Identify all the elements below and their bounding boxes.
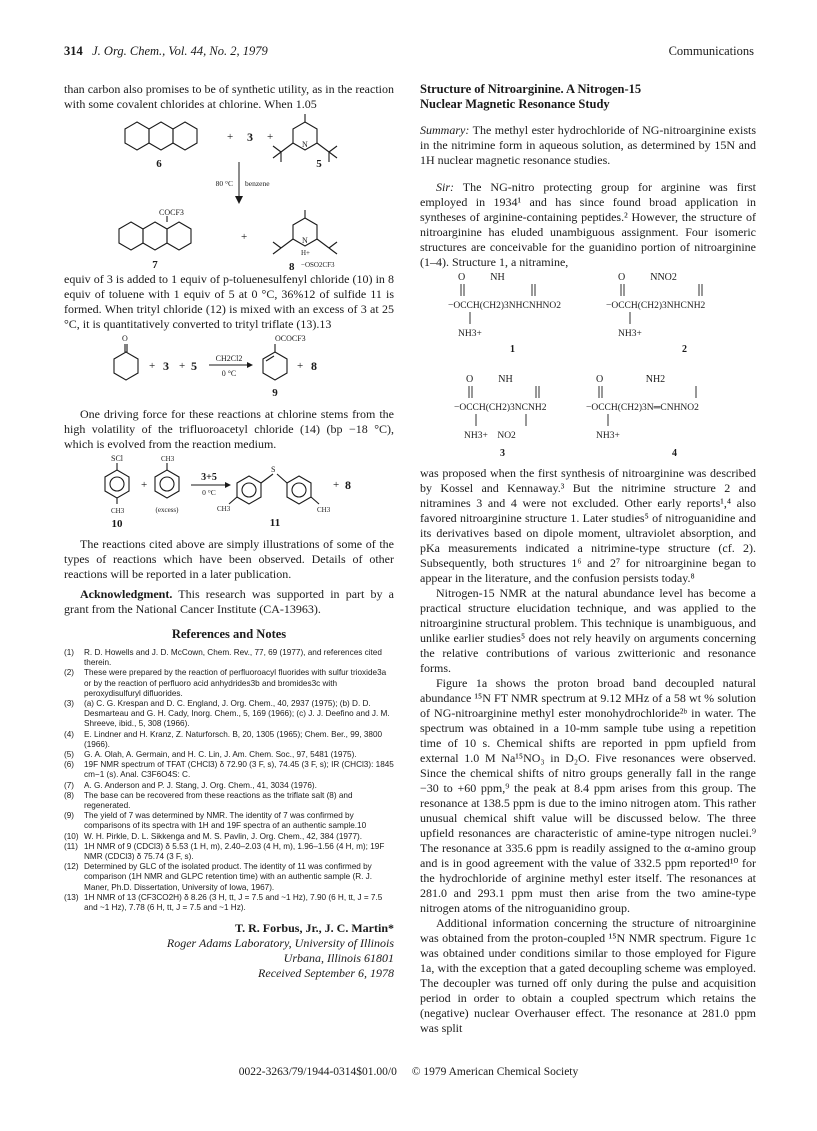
reagent-3: 3 <box>247 130 253 144</box>
left-column <box>64 82 394 981</box>
methyl-label: CH3 <box>111 507 125 515</box>
base-5: 5 <box>191 359 197 373</box>
reference-item: (3) (a) C. G. Krespan and D. C. England, J. Org. Chem., 40, 2937 (1975); (b) D. D. Desmarteau and G. H. Cady, Inorg. Chem., 5, 169 (1966); (c) J. J. Deefino and J. M. Shreeve, ibid., 5, 308 (1966). <box>64 699 390 729</box>
structure-3-top: O NH <box>466 374 513 385</box>
anthryl-ketone-structure <box>119 216 191 250</box>
structure-label-2: 2 <box>682 344 687 355</box>
acknowledgment-text: This research was supported in part by a grant from the National Cancer Institute (CA-13963). <box>64 587 394 616</box>
structure-2-chain: −OCCH(CH2)3NHCNH2 <box>606 301 706 311</box>
paragraph: Figure 1a shows the proton broad band decoupled natural abundance ¹⁵N FT NMR spectrum at 9.12 MHz of a 58 wt % solution of NG-nitroarginine methyl ester monohydrochloride²ᵇ in water. The spectrum was obtained in a 10-mm sample tube using a repetition time of 10 s. Chemical shifts are reported in ppm upfield from external 1.0 M Na¹⁵NO₃ in D₂O. Five resonances were observed. Since the chemical shifts of nitro groups generally fall in the range −30 to +60 ppm,⁹ the peak at 8.4 ppm arises from this group. The resonance at 138.5 ppm is due to the imino nitrogen atom. This rather unusual chemical shift value will be discussed below. The three upfield resonances are characteristic of amine-type nitrogen nuclei.⁹ The resonance at 335.6 ppm is readily assigned to the α-amino group and is in good agreement with the value of 332.5 ppm reported¹⁰ for the hydrochloride of arginine methyl ester itself. The resonances at 281.0 and 293.1 ppm must then arise from the two amine-type nitrogen atoms of the nitroguanidino group. <box>420 676 756 915</box>
plus-sign: + <box>149 360 156 372</box>
reference-item: (5) G. A. Olah, A. Germain, and H. C. Lin, J. Am. Chem. Soc., 97, 5481 (1975). <box>64 750 357 760</box>
structure-2-amine: NH3+ <box>618 329 642 339</box>
compound-label-9: 9 <box>272 387 278 399</box>
sulfur-atom: S <box>271 465 276 474</box>
proton-label: H+ <box>301 249 311 257</box>
triflate-anion: −OSO2CF3 <box>301 261 335 269</box>
structure-4-top: O NH2 <box>596 374 666 385</box>
journal-citation: J. Org. Chem., Vol. 44, No. 2, 1979 <box>92 44 268 58</box>
pyridinium-salt-structure <box>273 210 337 254</box>
paragraph <box>420 180 756 270</box>
acknowledgment-label: Acknowledgment. <box>80 587 173 601</box>
plus-sign: + <box>333 479 340 491</box>
running-header <box>64 44 754 59</box>
reaction-scheme-1 <box>79 112 379 272</box>
received-date: Received September 6, 1978 <box>258 966 394 981</box>
page-footer <box>0 1066 817 1078</box>
reference-item: (7) A. G. Anderson and P. J. Stang, J. Org. Chem., 41, 3034 (1976). <box>64 780 317 790</box>
reference-item: (4) E. Lindner and H. Kranz, Z. Naturforsch. B, 20, 1305 (1965); Chem. Ber., 99, 3800 (1966). <box>64 729 383 749</box>
toluenesulfenyl-structure <box>105 463 129 504</box>
paragraph: The reactions cited above are simply illustrations of some of the types of reactions which have been observed. Details of other reactions will be reported in a later publication. <box>64 537 394 581</box>
structure-label-4: 4 <box>672 448 677 459</box>
reaction-scheme-2 <box>79 332 379 402</box>
substituent-cocf3: COCF3 <box>159 208 184 217</box>
pyridine-base-structure <box>273 114 337 162</box>
reference-item: (11) 1H NMR of 9 (CDCl3) δ 5.53 (1 H, m), 2.40–2.03 (4 H, m), 1.96–1.56 (4 H, m); 19F NMR (CDCl3) δ 75.74 (3 F, s). <box>64 841 385 862</box>
summary-label: Summary: <box>420 123 470 137</box>
vinyl-ester-structure <box>263 344 287 380</box>
structure-3-substituents: NH3+ NO2 <box>464 431 516 441</box>
toluene-structure <box>155 463 179 498</box>
sulfide-structure <box>229 474 319 504</box>
acknowledgment <box>64 587 394 617</box>
cyclohexanone-structure <box>114 344 138 380</box>
structure-label-3: 3 <box>500 448 505 459</box>
article-code: 0022-3263/79/1944-0314$01.00/0 <box>238 1066 397 1078</box>
condition-solvent: benzene <box>245 179 270 188</box>
structure-2-top: O NNO2 <box>618 272 677 283</box>
arrowhead <box>225 482 231 488</box>
structure-label-1: 1 <box>510 344 515 355</box>
summary-text: The methyl ester hydrochloride of NG-nitroarginine exists in the nitrimine form in aqueous solution, as determined by 15N and 1H nuclear magnetic resonance studies. <box>420 123 756 167</box>
author-block <box>64 921 394 981</box>
compound-label-10: 10 <box>111 518 123 530</box>
article-title: Nuclear Magnetic Resonance Study <box>420 97 610 111</box>
compound-label-5: 5 <box>316 158 322 170</box>
methyl-label: CH3 <box>161 455 175 463</box>
paragraph: was proposed when the first synthesis of nitroarginine was described by Kossel and Kennaway.³ But the nitrimine structure 2 and nitramines 3 and 4 were not excluded. Other early reports¹,⁴ also favored nitroarginine structure 1. Later studies⁵ of nitroguanidine and its derivatives based on dipole moment, ultraviolet absorption, and pKa measurements indicated a nitrimine-type structure (cf. 2). Subsequently, both structures 1⁶ and 2⁷ for nitroarginine began to appear in the literature, and the confusion persists today.⁸ <box>420 466 756 585</box>
structure-3-chain: −OCCH(CH2)3NCNH2 <box>454 403 547 413</box>
byproduct-8: 8 <box>311 359 317 373</box>
carbonyl-oxygen: O <box>122 334 128 343</box>
reagent-3: 3 <box>163 359 169 373</box>
byproduct-8: 8 <box>345 478 351 492</box>
reference-item: (6) 19F NMR spectrum of TFAT (CHCl3) δ 72.90 (3 F, s), 74.45 (3 F, s); IR (CHCl3): 1845 cm−1 (s). Anal. C3F6O4S: C. <box>64 760 394 780</box>
arrowhead <box>235 196 243 204</box>
methyl-label: CH3 <box>317 506 331 514</box>
sulfenyl-chloride-label: SCl <box>111 454 124 463</box>
substituent-ococf3: OCOCF3 <box>275 334 306 343</box>
article-title: Structure of Nitroarginine. A Nitrogen-15 <box>420 82 642 96</box>
plus-sign: + <box>297 360 304 372</box>
paragraph: Nitrogen-15 NMR at the natural abundance level has become a practical structure elucidation technique, and was applied to the nitroarginine structural problem. This technique is unambiguous, and unlike earlier studies⁵ does not rely heavily on arguments concerning the relative contributions of various zwitterionic and resonance forms. <box>420 586 756 675</box>
plus-sign: + <box>141 479 148 491</box>
reference-item: (10) W. H. Pirkle, D. L. Sikkenga and M. S. Pavlin, J. Org. Chem., 42, 384 (1977). <box>64 831 363 841</box>
structure-4-amine: NH3+ <box>596 431 620 441</box>
structure-1-amine: NH3+ <box>458 329 482 339</box>
reference-item: (9) The yield of 7 was determined by NMR. The identity of 7 was confirmed by comparisons of its spectra with 1H and 19F spectra of an authentic sample.10 <box>64 811 367 831</box>
references-heading: References and Notes <box>171 627 287 641</box>
structure-1-chain: −OCCH(CH2)3NHCNHNO2 <box>448 301 562 311</box>
solvent-label: CH2Cl2 <box>215 354 243 363</box>
paragraph: One driving force for these reactions at chlorine stems from the high volatility of the trifluoroacetyl chloride (14) (bp −18 °C), which is evolved from the reaction medium. <box>64 407 394 451</box>
temperature-label: 0 °C <box>221 369 237 378</box>
plus-sign: + <box>227 131 234 143</box>
excess-label: (excess) <box>155 506 179 514</box>
sir-label: Sir: <box>436 180 454 194</box>
reference-item: (12) Determined by GLC of the isolated product. The identity of 11 was confirmed by comparison (1H NMR and GLPC retention time) with an authentic sample (R. J. Maner, Ph.D. Dissertation, University of Iowa, 1967). <box>64 862 373 892</box>
condition-temperature: 80 °C <box>215 179 233 188</box>
nitrogen-atom: N <box>302 140 308 149</box>
copyright: © 1979 American Chemical Society <box>411 1066 579 1078</box>
nitrogen-atom: N <box>302 236 308 245</box>
author-names: T. R. Forbus, Jr., J. C. Martin* <box>235 921 394 936</box>
plus-sign: + <box>267 131 274 143</box>
affiliation-line: Roger Adams Laboratory, University of Illinois <box>166 936 394 951</box>
reference-item: (13) 1H NMR of 13 (CF3CO2H) δ 8.26 (3 H, tt, J = 7.5 and ~1 Hz), 7.90 (6 H, tt, J = 7.5 and ~1 Hz), 7.78 (6 H, tt, J = 7.5 and ~1 Hz). <box>64 892 383 913</box>
reference-item: (2) These were prepared by the reaction of perfluoroacyl fluorides with sulfur trioxide3a or by the reaction of perfluoro acid anhydrides3b and bromides3c with peroxydisulfuryl difluorides. <box>64 668 387 698</box>
affiliation-line: Urbana, Illinois 61801 <box>283 951 394 966</box>
compound-label-7: 7 <box>152 259 158 271</box>
reaction-scheme-3 <box>79 452 379 532</box>
arrowhead <box>247 362 253 368</box>
summary <box>420 123 756 168</box>
reference-item: (8) The base can be recovered from these reactions as the triflate salt (8) and regenerated. <box>64 790 353 811</box>
compound-label-11: 11 <box>269 517 281 529</box>
compound-label-6: 6 <box>156 158 162 170</box>
page-number: 314 <box>64 44 83 58</box>
references-list <box>64 648 394 913</box>
structures-1-4 <box>420 270 756 460</box>
section-name: Communications <box>668 44 754 58</box>
paragraph: equiv of 3 is added to 1 equiv of p-toluenesulfenyl chloride (10) in 8 equiv of toluene with 1 equiv of 5 at 0 °C, 36%12 of sulfide 11 is formed. When trityl chloride (12) is mixed with an excess of 3 at 25 °C, it is quantitatively converted to trityl triflate (13).13 <box>64 272 394 331</box>
structure-4-chain: −OCCH(CH2)3N═CNHNO2 <box>586 403 699 413</box>
methyl-label: CH3 <box>217 505 231 513</box>
paragraph: than carbon also promises to be of synthetic utility, as in the reaction with some covalent chlorides at chlorine. When 1.05 <box>64 82 394 111</box>
plus-sign: + <box>241 231 248 243</box>
right-column <box>420 82 756 1036</box>
reagents-label: 3+5 <box>201 472 217 483</box>
paragraph-text: The NG-nitro protecting group for arginine was first employed in 1934¹ and has since found broad application in syntheses of arginine-containing peptides.² However, the structure of nitroarginine has eluded unambiguous assignment. Four isomeric structures are conceivable for the guanidino portion of nitroarginine (1–4). Structure 1, a nitramine, <box>420 180 756 269</box>
paragraph: Additional information concerning the structure of nitroarginine was obtained from the proton-coupled ¹⁵N NMR spectrum. Figure 1c was obtained under conditions similar to those employed for Figure 1a, with the exception that a gated decoupling scheme was employed. The decoupler was turned off only during the pulse and acquisition period in order to obtain a coupled spectrum which retains the (negative) nuclear Overhauser effect. The resonance at 281.0 ppm was split <box>420 916 756 1035</box>
temperature-label: 0 °C <box>202 488 216 497</box>
plus-sign: + <box>179 360 186 372</box>
compound-label-8: 8 <box>289 261 295 272</box>
structure-1-top: O NH <box>458 272 505 283</box>
reference-item: (1) R. D. Howells and J. D. McCown, Chem. Rev., 77, 69 (1977), and references cited therein. <box>64 648 382 668</box>
anthracene-structure <box>125 122 197 150</box>
